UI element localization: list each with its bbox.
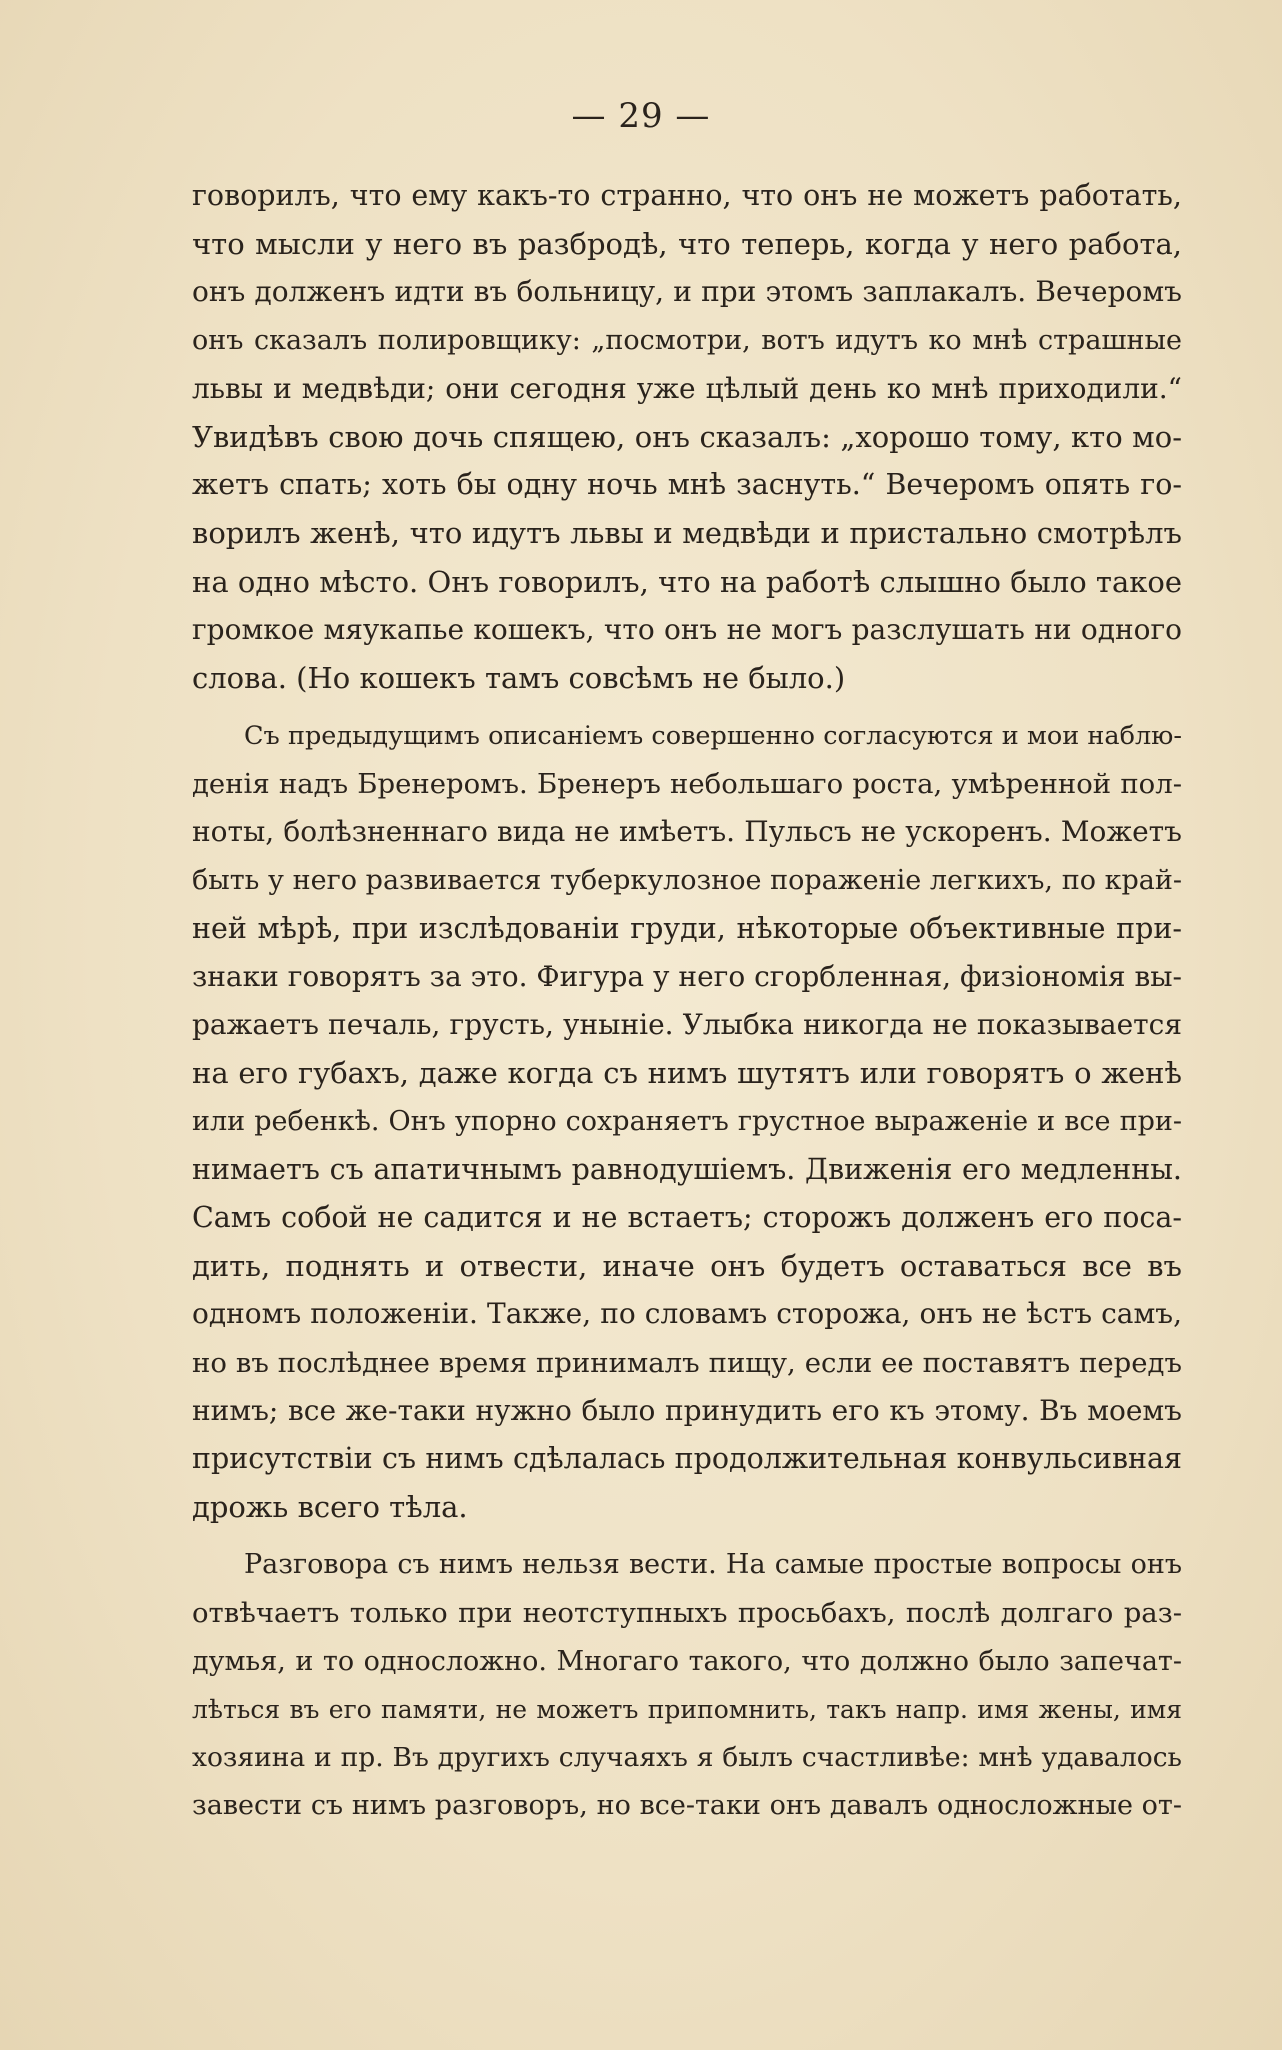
text-line: дить, поднять и отвести, иначе онъ будетъ оставаться все въ: [192, 1249, 1182, 1284]
text-line: думья, и то односложно. Многаго такого, что должно было запечат-: [192, 1645, 1182, 1677]
text-line: но въ послѣднее время принималъ пищу, если ее поставятъ передъ: [192, 1346, 1182, 1379]
text-line: или ребенкѣ. Онъ упорно сохраняетъ грустное выраженіе и все при-: [192, 1105, 1182, 1137]
text-line: ней мѣрѣ, при изслѣдованіи груди, нѣкоторые объективные при-: [192, 911, 1182, 945]
text-line: онъ долженъ идти въ больницу, и при этомъ заплакалъ. Вечеромъ: [192, 275, 1182, 309]
body-text: [192, 172, 1182, 1830]
text-line: денія надъ Бренеромъ. Бренеръ небольшаго роста, умѣренной пол-: [192, 768, 1182, 801]
text-line: завести съ нимъ разговоръ, но все-таки онъ давалъ односложные от-: [192, 1790, 1182, 1822]
paragraph: [192, 712, 1182, 1531]
text-line: на его губахъ, даже когда съ нимъ шутятъ или говорятъ о женѣ: [192, 1056, 1182, 1091]
text-line: ражаетъ печаль, грусть, уныніе. Улыбка никогда не показывается: [192, 1008, 1182, 1042]
text-line: онъ сказалъ полировщику: „посмотри, вотъ идутъ ко мнѣ страшные: [192, 324, 1182, 356]
text-line: Самъ собой не садится и не встаетъ; сторожъ долженъ его поса-: [192, 1200, 1182, 1234]
text-line: лѣться въ его памяти, не можетъ припомнить, такъ напр. имя жены, имя: [192, 1694, 1182, 1724]
text-line: жетъ спать; хоть бы одну ночь мнѣ заснуть.“ Вечеромъ опять го-: [192, 468, 1182, 502]
text-line: ноты, болѣзненнаго вида не имѣетъ. Пульсъ не ускоренъ. Можетъ: [192, 815, 1182, 849]
text-line: львы и медвѣди; они сегодня уже цѣлый день ко мнѣ приходили.“: [192, 371, 1182, 405]
text-line: нимъ; все же-таки нужно было принудить его къ этому. Въ моемъ: [192, 1393, 1182, 1427]
text-line: знаки говорятъ за это. Фигура у него сгорбленная, физіономія вы-: [192, 960, 1182, 993]
text-line: хозяина и пр. Въ другихъ случаяхъ я былъ счастливѣе: мнѣ удавалось: [192, 1742, 1182, 1773]
text-line: говорилъ, что ему какъ-то странно, что онъ не можетъ работать,: [192, 179, 1182, 212]
text-line: ворилъ женѣ, что идутъ львы и медвѣди и пристально смотрѣлъ: [192, 516, 1182, 551]
text-line: отвѣчаетъ только при неотступныхъ просьбахъ, послѣ долгаго раз-: [192, 1597, 1182, 1630]
page-number: — 29 —: [571, 96, 711, 136]
text-line: слова. (Но кошекъ тамъ совсѣмъ не было.): [192, 660, 846, 695]
text-line: одномъ положеніи. Также, по словамъ сторожа, онъ не ѣстъ самъ,: [192, 1297, 1182, 1331]
paragraph: [192, 172, 1182, 702]
text-line: что мысли у него въ разбродѣ, что теперь, когда у него работа,: [192, 227, 1182, 262]
text-line: Увидѣвъ свою дочь спящею, онъ сказалъ: „хорошо тому, кто мо-: [192, 419, 1182, 454]
paragraph: [192, 1541, 1182, 1830]
text-line: нимаетъ съ апатичнымъ равнодушіемъ. Движенія его медленны.: [192, 1152, 1182, 1186]
text-line: на одно мѣсто. Онъ говорилъ, что на работѣ слышно было такое: [192, 564, 1182, 599]
text-line: громкое мяукапье кошекъ, что онъ не могъ разслушать ни одного: [192, 612, 1182, 646]
text-line: Съ предыдущимъ описаніемъ совершенно согласуются и мои наблю-: [244, 721, 1182, 752]
text-line: Разговора съ нимъ нельзя вести. На самые простые вопросы онъ: [244, 1549, 1182, 1581]
text-line: присутствіи съ нимъ сдѣлалась продолжительная конвульсивная: [192, 1441, 1182, 1475]
text-line: быть у него развивается туберкулозное пораженіе легкихъ, по край-: [192, 864, 1182, 896]
text-line: дрожь всего тѣла.: [192, 1490, 468, 1525]
